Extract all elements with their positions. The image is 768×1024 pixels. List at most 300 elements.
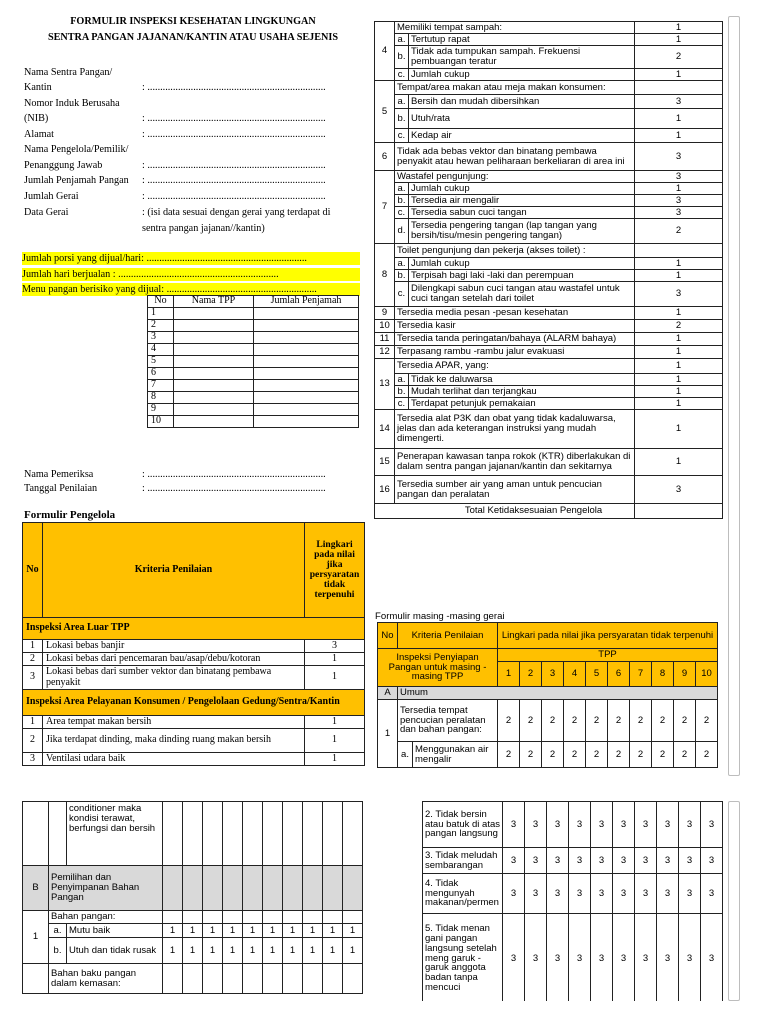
gerai-row-1a-value-9[interactable]: 2 [674,742,696,768]
perilaku-value-1[interactable]: 3 [503,914,525,1002]
form-title-2: SENTRA PANGAN JAJANAN/KANTIN ATAU USAHA SEJENIS [47,32,339,43]
bahan-b-value-1[interactable]: 1 [163,938,183,964]
luar-row-3-value[interactable]: 1 [305,666,365,690]
luar-row-3-text: Lokasi bebas dari sumber vektor dan binatang pembawa penyakit [43,666,305,690]
bahan-pangan-table [22,801,363,994]
bahan-head-empty-4 [223,911,243,924]
row-7c-text: Tersedia sabun cuci tangan [409,207,635,219]
perilaku-value-8[interactable]: 3 [657,874,679,914]
field-row-3 [24,112,362,125]
tpp-header-no: No [148,296,174,308]
criteria-continued-page [372,14,724,778]
perilaku-value-4[interactable]: 3 [569,802,591,848]
tpp-row [148,380,359,392]
perilaku-row [423,802,723,848]
gerai-header-inspeksi: Inspeksi Penyiapan Pangan untuk masing -masing TPP [378,649,498,687]
row-13c-text: Terdapat petunjuk pemakaian [409,398,635,410]
layanan-row-1-text: Area tempat makan bersih [43,716,305,729]
cont-empty-4 [223,802,243,866]
row-8b-text: Terpisah bagi laki -laki dan perempuan [409,270,635,282]
gerai-row-1a-value-4[interactable]: 2 [564,742,586,768]
row-9-value[interactable]: 1 [635,307,723,320]
tpp-count-cell[interactable] [254,320,359,332]
secb-empty-2 [183,866,203,911]
field-value-1[interactable]: : ...................................................................... [142,82,326,93]
bahan-a-text: Mutu baik [67,924,163,938]
kemas-no [23,964,49,994]
gerai-row-1a-letter: a. [398,742,413,768]
tpp-count-cell[interactable] [254,332,359,344]
gerai-row-1-value-5[interactable]: 2 [586,700,608,742]
row-8a-text: Jumlah cukup [409,258,635,270]
bahan-b-value-2[interactable]: 1 [183,938,203,964]
tpp-name-cell[interactable] [174,392,254,404]
tpp-name-cell[interactable] [174,404,254,416]
luar-row-2-value[interactable]: 1 [305,653,365,666]
perilaku-value-1[interactable]: 3 [503,874,525,914]
tpp-header-name: Nama TPP [174,296,254,308]
perilaku-value-1[interactable]: 3 [503,802,525,848]
field-value-5[interactable] [142,143,362,156]
tpp-name-cell[interactable] [174,416,254,428]
examiner-name-row [24,468,362,481]
criteria-header-nilai: Lingkari pada nilai jika persyaratan tidak terpenuhi [305,523,365,618]
row-13c-value[interactable]: 1 [635,398,723,410]
tpp-name-cell[interactable] [174,332,254,344]
tpp-col-4: 4 [564,662,586,687]
field-label-9: Data Gerai [24,207,69,218]
bahan-b-value-5[interactable]: 1 [243,938,263,964]
bahan-a-value-9[interactable]: 1 [323,924,343,938]
perilaku-row [423,914,723,1002]
row-7-head-value[interactable]: 3 [635,171,723,183]
tpp-col-9: 9 [674,662,696,687]
gerai-row-1a-text: Menggunakan air mengalir [413,742,498,768]
perilaku-value-4[interactable]: 3 [569,874,591,914]
row-8c-letter: c. [395,282,409,307]
gerai-row-1-text: Tersedia tempat pencucian peralatan dan bahan pangan: [398,700,498,742]
row-7d-value[interactable]: 2 [635,219,723,244]
row-7a-letter: a. [395,183,409,195]
perilaku-value-6[interactable]: 3 [613,802,635,848]
gerai-row-1a-value-2[interactable]: 2 [520,742,542,768]
bahan-a-value-8[interactable]: 1 [303,924,323,938]
kemas-empty-3 [203,964,223,994]
gerai-row-1a-value-10[interactable]: 2 [696,742,718,768]
row-4-head: Memiliki tempat sampah: [395,22,635,34]
perilaku-value-8[interactable]: 3 [657,802,679,848]
perilaku-value-7[interactable]: 3 [635,874,657,914]
tpp-row [148,392,359,404]
tpp-count-cell[interactable] [254,368,359,380]
assessment-date-field[interactable]: : ...................................................................... [142,483,326,494]
kemas-empty-2 [183,964,203,994]
row-7a-value[interactable]: 1 [635,183,723,195]
examiner-name-label: Nama Pemeriksa [24,469,94,480]
row-13b-value[interactable]: 1 [635,386,723,398]
bahan-head-empty-5 [243,911,263,924]
tpp-name-cell[interactable] [174,344,254,356]
field-value-8[interactable]: : ...................................................................... [142,191,326,202]
row-12-value[interactable]: 1 [635,346,723,359]
tpp-count-cell[interactable] [254,344,359,356]
kemas-empty-6 [263,964,283,994]
row-7c-letter: c. [395,207,409,219]
perilaku-value-5[interactable]: 3 [591,914,613,1002]
perilaku-value-9[interactable]: 3 [679,874,701,914]
bahan-a-value-4[interactable]: 1 [223,924,243,938]
perilaku-value-9[interactable]: 3 [679,914,701,1002]
gerai-row-1-value-9[interactable]: 2 [674,700,696,742]
row-8a-letter: a. [395,258,409,270]
row-7d-text: Tersedia pengering tangan (lap tangan yang bersih/tisu/mesin pengering tangan) [409,219,635,244]
tpp-name-cell[interactable] [174,368,254,380]
row-11-text: Tersedia tanda peringatan/bahaya (ALARM bahaya) [395,333,635,346]
menu-field[interactable]: Menu pangan berisiko yang dijual: ........................................................... [22,283,360,296]
perilaku-value-7[interactable]: 3 [635,914,657,1002]
tpp-row-no: 4 [148,344,174,356]
cont-text: conditioner maka kondisi terawat, berfungsi dan bersih [67,802,163,866]
bahan-a-value-7[interactable]: 1 [283,924,303,938]
perilaku-value-9[interactable]: 3 [679,802,701,848]
field-row-4 [24,128,362,141]
row-13-head-value[interactable]: 1 [635,359,723,374]
tpp-row-no: 8 [148,392,174,404]
row-4a-text: Tertutup rapat [409,34,635,46]
secb-empty-3 [203,866,223,911]
gerai-row-1-value-6[interactable]: 2 [608,700,630,742]
bahan-b-value-4[interactable]: 1 [223,938,243,964]
gerai-header-no: No [378,623,398,649]
field-label-1: Kantin [24,82,52,93]
perilaku-value-9[interactable]: 3 [679,848,701,874]
gerai-row-1-value-2[interactable]: 2 [520,700,542,742]
perilaku-value-5[interactable]: 3 [591,848,613,874]
perilaku-value-7[interactable]: 3 [635,802,657,848]
bahan-head-empty-8 [303,911,323,924]
perilaku-value-5[interactable]: 3 [591,802,613,848]
tpp-name-cell[interactable] [174,320,254,332]
row-5b-text: Utuh/rata [409,109,635,129]
row-8-no: 8 [375,244,395,307]
perilaku-row [423,848,723,874]
field-label-4: Alamat [24,129,54,140]
perilaku-value-4[interactable]: 3 [569,848,591,874]
row-10-text: Tersedia kasir [395,320,635,333]
row-13c-letter: c. [395,398,409,410]
bahan-a-value-6[interactable]: 1 [263,924,283,938]
tpp-row-no: 10 [148,416,174,428]
row-16-value[interactable]: 3 [635,476,723,504]
kemas-empty-7 [283,964,303,994]
gerai-row-1a-value-3[interactable]: 2 [542,742,564,768]
row-11-value[interactable]: 1 [635,333,723,346]
secb-empty-9 [323,866,343,911]
gerai-row-1a-value-8[interactable]: 2 [652,742,674,768]
row-15-no: 15 [375,449,395,476]
row-4-head-value[interactable]: 1 [635,22,723,34]
row-5-head: Tempat/area makan atau meja makan konsumen: [395,81,635,95]
secb-empty-1 [163,866,183,911]
field-value-6[interactable]: : ...................................................................... [142,160,326,171]
perilaku-value-3[interactable]: 3 [547,914,569,1002]
tpp-row-no: 5 [148,356,174,368]
bahan-a-value-10[interactable]: 1 [343,924,363,938]
field-value-3[interactable]: : ...................................................................... [142,113,326,124]
bahan-a-value-3[interactable]: 1 [203,924,223,938]
layanan-row-1-value[interactable]: 1 [305,716,365,729]
tpp-name-cell[interactable] [174,308,254,320]
bottom-scrollbar[interactable] [728,801,740,1001]
tpp-row-no: 7 [148,380,174,392]
tpp-count-cell[interactable] [254,416,359,428]
layanan-row-3-text: Ventilasi udara baik [43,753,305,766]
field-value-0[interactable] [142,66,362,79]
row-8b-letter: b. [395,270,409,282]
bahan-head-empty-1 [163,911,183,924]
field-label-7: Jumlah Penjamah Pangan [24,175,129,186]
field-row-2 [24,97,362,110]
bahan-b-letter: b. [49,938,67,964]
gerai-row-1-value-3[interactable]: 2 [542,700,564,742]
row-5a-letter: a. [395,95,409,109]
gerai-header-kriteria: Kriteria Penilaian [398,623,498,649]
row-5b-letter: b. [395,109,409,129]
perilaku-value-3[interactable]: 3 [547,874,569,914]
criteria-table [22,522,365,766]
inspection-form-page [20,12,366,778]
field-value-2[interactable] [142,97,362,110]
tpp-row-no: 9 [148,404,174,416]
bahan-head-empty-9 [323,911,343,924]
gerai-page-3 [20,801,366,1001]
gerai-row-1a-value-6[interactable]: 2 [608,742,630,768]
secb-empty-7 [283,866,303,911]
bahan-b-value-8[interactable]: 1 [303,938,323,964]
row-13a-letter: a. [395,374,409,386]
cont-empty-6 [263,802,283,866]
section-pelayanan: Inspeksi Area Pelayanan Konsumen / Pengelolaan Gedung/Sentra/Kantin [23,690,365,716]
row-4a-value[interactable]: 1 [635,34,723,46]
tpp-row-no: 3 [148,332,174,344]
section-b-letter: B [23,866,49,911]
perilaku-value-2[interactable]: 3 [525,874,547,914]
row-16-text: Tersedia sumber air yang aman untuk pencucian pangan dan peralatan [395,476,635,504]
row-7b-value[interactable]: 3 [635,195,723,207]
row-7b-text: Tersedia air mengalir [409,195,635,207]
tpp-count-cell[interactable] [254,404,359,416]
row-5c-value[interactable]: 1 [635,129,723,143]
row-8-head-value [635,244,723,258]
field-label-2: Nomor Induk Berusaha [24,98,120,109]
form-title-1: FORMULIR INSPEKSI KESEHATAN LINGKUNGAN [70,16,316,27]
perilaku-value-4[interactable]: 3 [569,914,591,1002]
layanan-row-3-value[interactable]: 1 [305,753,365,766]
perilaku-text: 3. Tidak meludah sembarangan [423,848,503,874]
layanan-row-2-text: Jika terdapat dinding, maka dinding ruang makan bersih [43,729,305,753]
row-15-value[interactable]: 1 [635,449,723,476]
cont-empty-8 [303,802,323,866]
row-14-text: Tersedia alat P3K dan obat yang tidak kadaluwarsa, jelas dan ada keterangan instruksi yang mudah dimengerti. [395,410,635,449]
row-8a-value[interactable]: 1 [635,258,723,270]
row-4b-value[interactable]: 2 [635,46,723,69]
examiner-name-field[interactable]: : ...................................................................... [142,469,326,480]
bahan-b-value-10[interactable]: 1 [343,938,363,964]
bahan-b-value-6[interactable]: 1 [263,938,283,964]
cont-empty-2 [183,802,203,866]
perilaku-text: 5. Tidak menan gani pangan langsung setelah meng garuk -garuk anggota badan tanpa mencuci [423,914,503,1002]
tpp-row [148,416,359,428]
gerai-page-4 [372,801,724,1001]
perilaku-value-2[interactable]: 3 [525,848,547,874]
row-7c-value[interactable]: 3 [635,207,723,219]
section-luar-tpp: Inspeksi Area Luar TPP [23,618,365,640]
gerai-row-1-value-4[interactable]: 2 [564,700,586,742]
perilaku-value-3[interactable]: 3 [547,848,569,874]
perilaku-value-6[interactable]: 3 [613,874,635,914]
cont-empty-7 [283,802,303,866]
porsi-field[interactable]: Jumlah porsi yang dijual/hari: ............................................................... [22,252,360,265]
luar-row-2-text: Lokasi bebas dari pencemaran bau/asap/debu/kotoran [43,653,305,666]
tpp-row-no: 2 [148,320,174,332]
field-value-10[interactable]: sentra pangan jajanan//kantin) [142,223,265,234]
tpp-row [148,404,359,416]
row-13-no: 13 [375,359,395,410]
hari-field[interactable]: Jumlah hari berjualan : ............................................................... [22,268,360,281]
right-scrollbar[interactable] [728,16,740,776]
cont-empty-3 [203,802,223,866]
row-8b-value[interactable]: 1 [635,270,723,282]
bahan-a-value-5[interactable]: 1 [243,924,263,938]
cont-empty-5 [243,802,263,866]
field-label-6: Penanggung Jawab [24,160,103,171]
row-10-value[interactable]: 2 [635,320,723,333]
gerai-row-1-value-8[interactable]: 2 [652,700,674,742]
gerai-row-1-value-1[interactable]: 2 [498,700,520,742]
criteria-header-kriteria: Kriteria Penilaian [43,523,305,618]
perilaku-value-2[interactable]: 3 [525,914,547,1002]
perilaku-value-1[interactable]: 3 [503,848,525,874]
bahan-b-value-7[interactable]: 1 [283,938,303,964]
row-7-no: 7 [375,171,395,244]
secb-empty-8 [303,866,323,911]
bahan-a-value-2[interactable]: 1 [183,924,203,938]
gerai-row-1-value-7[interactable]: 2 [630,700,652,742]
perilaku-value-10[interactable]: 3 [701,874,723,914]
total-label: Total Ketidaksesuaian Pengelola [375,504,635,519]
field-row-7 [24,174,362,187]
field-value-7[interactable]: : ...................................................................... [142,175,326,186]
tpp-name-cell[interactable] [174,356,254,368]
tpp-count-cell[interactable] [254,392,359,404]
field-value-9[interactable]: : (isi data sesuai dengan gerai yang terdapat di [142,207,331,218]
gerai-header-tpp: TPP [498,649,718,662]
row-16-no: 16 [375,476,395,504]
luar-row-2-no: 2 [23,653,43,666]
perilaku-value-6[interactable]: 3 [613,848,635,874]
layanan-row-2-value[interactable]: 1 [305,729,365,753]
row-13b-text: Mudah terlihat dan terjangkau [409,386,635,398]
perilaku-value-10[interactable]: 3 [701,914,723,1002]
row-13a-value[interactable]: 1 [635,374,723,386]
tpp-count-cell[interactable] [254,356,359,368]
tpp-count-cell[interactable] [254,380,359,392]
gerai-header-nilai: Lingkari pada nilai jika persyaratan tidak terpenuhi [498,623,718,649]
section-b-title: Pemilihan dan Penyimpanan Bahan Pangan [49,866,163,911]
bahan-a-letter: a. [49,924,67,938]
bahan-b-value-3[interactable]: 1 [203,938,223,964]
secb-empty-6 [263,866,283,911]
field-value-4[interactable]: : ...................................................................... [142,129,326,140]
tpp-name-cell[interactable] [174,380,254,392]
tpp-row [148,320,359,332]
row-15-text: Penerapan kawasan tanpa rokok (KTR) diberlakukan di dalam sentra pangan jajanan/kantin dan sekitarnya [395,449,635,476]
cont-empty-1 [163,802,183,866]
field-label-8: Jumlah Gerai [24,191,79,202]
row-6-text: Tidak ada bebas vektor dan binatang pembawa penyakit atau hewan peliharaan berkeliaran di area ini [395,143,635,171]
row-5a-value[interactable]: 3 [635,95,723,109]
bahan-b-value-9[interactable]: 1 [323,938,343,964]
perilaku-value-8[interactable]: 3 [657,848,679,874]
bahan-head-empty-3 [203,911,223,924]
gerai-row-1a-value-7[interactable]: 2 [630,742,652,768]
gerai-row-1a-value-1[interactable]: 2 [498,742,520,768]
field-row-0 [24,66,362,79]
total-value[interactable] [635,504,723,519]
bahan-head: Bahan pangan: [49,911,163,924]
perilaku-value-8[interactable]: 3 [657,914,679,1002]
bahan-a-value-1[interactable]: 1 [163,924,183,938]
row-4c-value[interactable]: 1 [635,69,723,81]
perilaku-value-10[interactable]: 3 [701,802,723,848]
perilaku-text: 4. Tidak mengunyah makanan/permen [423,874,503,914]
kemas-empty-10 [343,964,363,994]
perilaku-value-2[interactable]: 3 [525,802,547,848]
layanan-row-2-no: 2 [23,729,43,753]
tpp-col-5: 5 [586,662,608,687]
perilaku-value-5[interactable]: 3 [591,874,613,914]
field-label-5: Nama Pengelola/Pemilik/ [24,144,129,155]
row-8c-value[interactable]: 3 [635,282,723,307]
row-4-no: 4 [375,22,395,81]
row-14-value[interactable]: 1 [635,410,723,449]
kemas-empty-8 [303,964,323,994]
row-5b-value[interactable]: 1 [635,109,723,129]
luar-row-1-value[interactable]: 3 [305,640,365,653]
perilaku-value-3[interactable]: 3 [547,802,569,848]
secb-empty-10 [343,866,363,911]
row-6-value[interactable]: 3 [635,143,723,171]
perilaku-value-6[interactable]: 3 [613,914,635,1002]
section-a-title: Umum [398,687,718,700]
tpp-count-cell[interactable] [254,308,359,320]
tpp-row-no: 1 [148,308,174,320]
perilaku-value-10[interactable]: 3 [701,848,723,874]
gerai-row-1a-value-5[interactable]: 2 [586,742,608,768]
bahan-head-empty-7 [283,911,303,924]
pengelola-title: Formulir Pengelola [24,509,116,521]
perilaku-value-7[interactable]: 3 [635,848,657,874]
perilaku-text: 2. Tidak bersin atau batuk di atas pangan langsung [423,802,503,848]
cont-empty-9 [323,802,343,866]
row-7b-letter: b. [395,195,409,207]
gerai-row-1-value-10[interactable]: 2 [696,700,718,742]
cont-no [23,802,49,866]
field-row-5 [24,143,362,156]
secb-empty-5 [243,866,263,911]
gerai-caption: Formulir masing -masing gerai [375,611,505,622]
row-8c-text: Dilengkapi sabun cuci tangan atau wastafel untuk cuci tangan setelah dari toilet [409,282,635,307]
